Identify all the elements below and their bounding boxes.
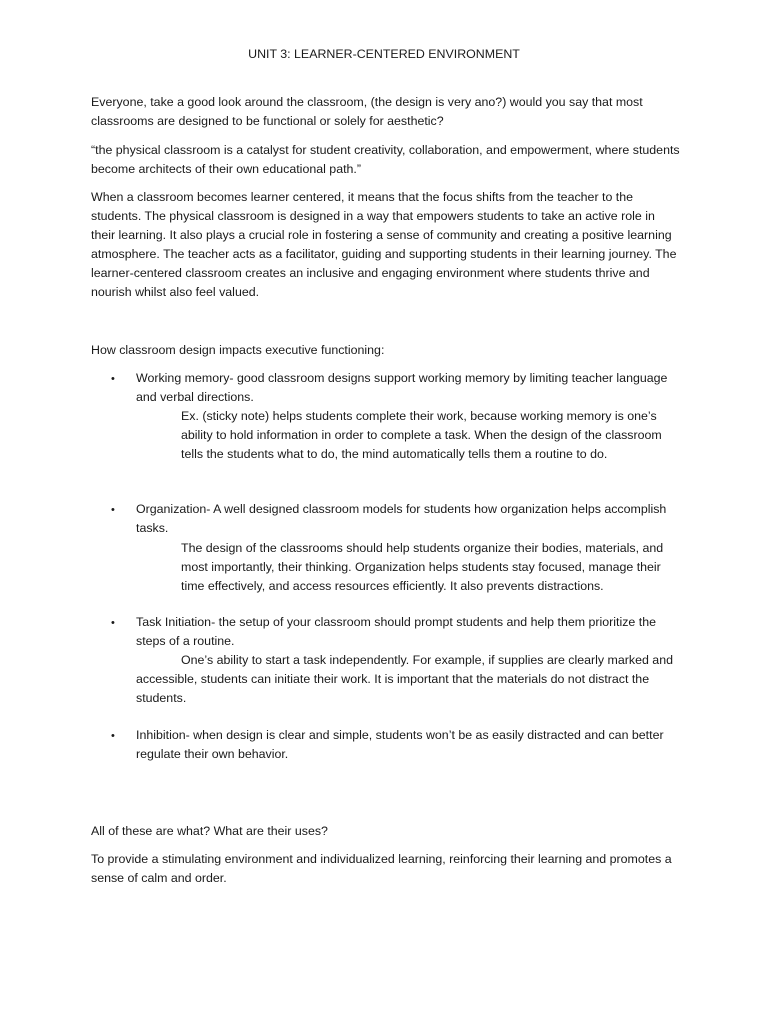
learner-centered-paragraph: When a classroom becomes learner centered, it means that the focus shifts from the teacher to the students. The physical classroom is designed in a way that empowers students to take an active role in their learning. It also plays a crucial role in fostering a sense of community and creating a positive learning atmosphere. The teacher acts as a facilitator, guiding and supporting students in their learning journey. The learner-centered classroom creates an inclusive and engaging environment where students thrive and nourish whilst also feel valued. <box>91 190 677 299</box>
closing-answer: To provide a stimulating environment and individualized learning, reinforcing their learning and promotes a sense of calm and order. <box>91 852 672 885</box>
document-title: UNIT 3: LEARNER-CENTERED ENVIRONMENT <box>248 47 520 61</box>
bullet-organization-detail: The design of the classrooms should help students organize their bodies, materials, and most importantly, their thinking. Organization helps students stay focused, manage their time effectively, and access resources efficiently. It also prevents distractions. <box>181 541 664 593</box>
intro-question: Everyone, take a good look around the classroom, (the design is very ano?) would you say that most classrooms are designed to be functional or solely for aesthetic? <box>91 95 643 128</box>
bullet-working-memory-detail: Ex. (sticky note) helps students complete their work, because working memory is one’s ability to hold information in order to complete a task. When the design of the classroom tells the students what to do, the mind automatically tells them a routine to do. <box>181 409 662 461</box>
bullet-inhibition: Inhibition- when design is clear and simple, students won’t be as easily distracted and can better regulate their own behavior. <box>136 728 664 761</box>
executive-functioning-heading: How classroom design impacts executive functioning: <box>91 343 385 357</box>
bullet-task-initiation: Task Initiation- the setup of your classroom should prompt students and help them prioritize the steps of a routine. <box>136 615 656 648</box>
bullet-working-memory: Working memory- good classroom designs support working memory by limiting teacher language and verbal directions. <box>136 371 668 404</box>
closing-question: All of these are what? What are their uses? <box>91 824 328 838</box>
bullet-marker: • <box>111 617 115 629</box>
bullet-marker: • <box>111 730 115 742</box>
bullet-task-initiation-detail: One’s ability to start a task independently. For example, if supplies are clearly marked and accessible, students can initiate their work. It is important that the materials do not distract the students. <box>136 653 673 705</box>
bullet-marker: • <box>111 504 115 516</box>
quote-paragraph: “the physical classroom is a catalyst for student creativity, collaboration, and empowerment, where students become architects of their own educational path.” <box>91 143 680 176</box>
bullet-marker: • <box>111 373 115 385</box>
bullet-organization: Organization- A well designed classroom models for students how organization helps accomplish tasks. <box>136 502 667 535</box>
